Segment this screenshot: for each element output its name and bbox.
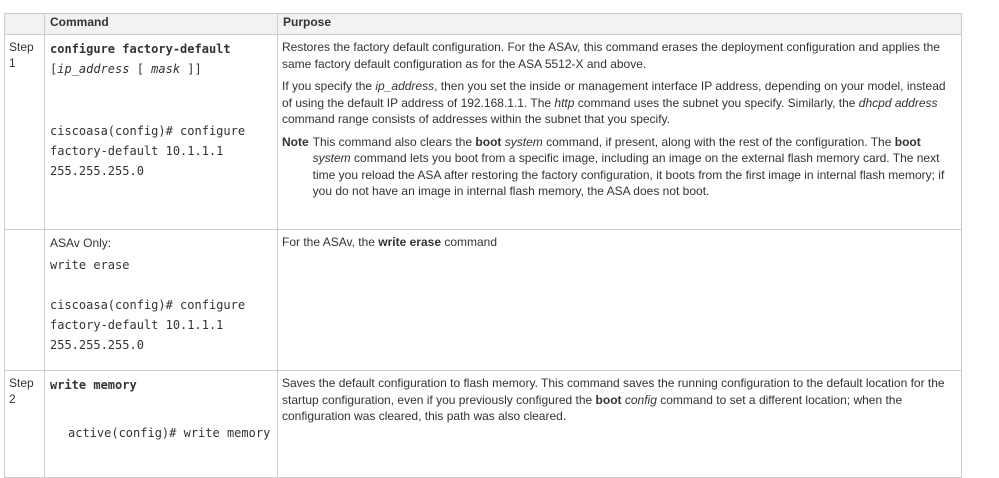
purpose-cell — [278, 230, 962, 371]
header-step — [5, 14, 45, 35]
purpose-paragraph: If you specify the ip_address, then you set the inside or management interface IP address, depending on your model, instead of using the default IP address of 192.168.1.1. The http command uses the subnet you specify. Similarly, the dhcpd address command range consists of addresses within the subnet that you specify. — [282, 79, 946, 126]
table-row — [5, 371, 962, 478]
note-text: This command also clears the boot system command, if present, along with the rest of the configuration. The boot system command lets you boot from a specific image, including an image on the external flash memory card. The next time you reload the ASA after restoring the factory configuration, it boots from the first image in internal flash memory; if you do not have an image in internal flash memory, the ASA does not boot. — [312, 134, 945, 198]
purpose-cell — [278, 371, 962, 478]
command-example: ciscoasa(config)# configure factory-default 10.1.1.1 255.255.255.0 — [50, 124, 246, 178]
command-syntax: configure factory-default [ip_address [ mask ]] — [50, 42, 231, 76]
command-syntax: write memory — [50, 378, 137, 392]
table-row — [5, 230, 962, 371]
table-header-row — [5, 14, 962, 35]
purpose-paragraph: Restores the factory default configuration. For the ASAv, this command erases the deployment configuration and applies the same factory default configuration as for the ASA 5512-X and above. — [282, 40, 940, 71]
note-label: Note — [282, 134, 309, 149]
purpose-cell — [278, 35, 962, 230]
header-purpose: Purpose — [278, 14, 962, 35]
command-example: active(config)# write memory — [68, 426, 271, 440]
header-command: Command — [45, 14, 278, 35]
purpose-paragraph: Saves the default configuration to flash memory. This command saves the running configuration to the default location for the startup configuration, even if you previously configured the boot config command to set a different location; when the configuration was cleared, this path was also cleared. — [282, 376, 945, 423]
command-syntax: write erase — [50, 258, 130, 272]
step-label: Step 1 — [5, 35, 45, 230]
step-label: Step 2 — [5, 371, 45, 478]
step-label-empty — [5, 230, 45, 371]
config-steps-table — [4, 13, 962, 478]
command-cell — [45, 230, 278, 371]
command-cell — [45, 35, 278, 230]
command-cell — [45, 371, 278, 478]
asav-only-label: ASAv Only: — [50, 236, 112, 250]
table-row — [5, 35, 962, 230]
command-example: ciscoasa(config)# configure factory-default 10.1.1.1 255.255.255.0 — [50, 298, 246, 352]
purpose-paragraph: For the ASAv, the write erase command — [282, 235, 498, 249]
note-block — [282, 134, 957, 200]
